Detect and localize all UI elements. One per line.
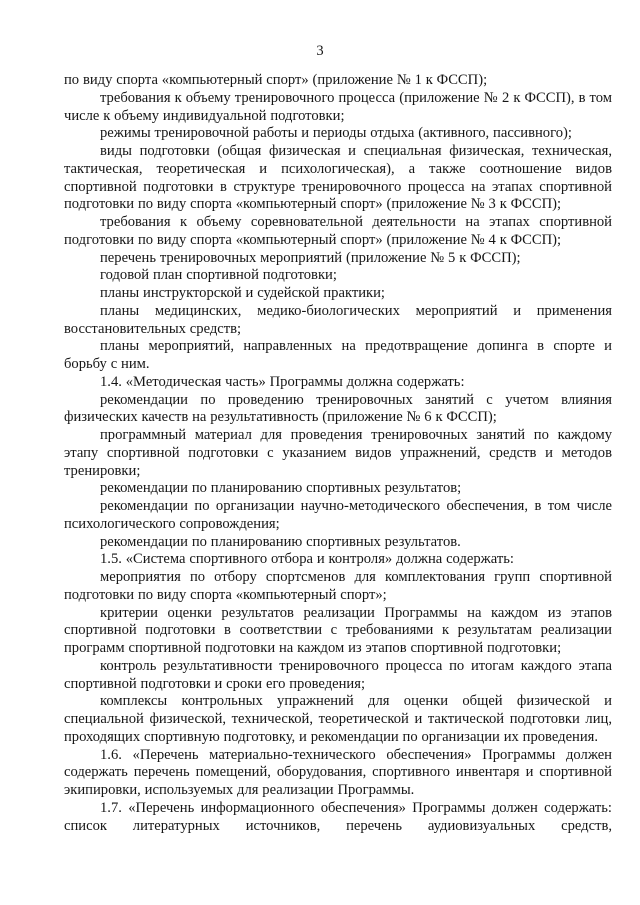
paragraph: мероприятия по отбору спортсменов для комплектования групп спортивной подготовки по виду спорта «компьютерный спорт»; xyxy=(64,569,612,603)
page-number: 3 xyxy=(316,43,324,59)
paragraph: требования к объему соревновательной деятельности на этапах спортивной подготовки по виду спорта «компьютерный спорт» (приложение № 4 к ФССП); xyxy=(64,214,612,248)
paragraph: комплексы контрольных упражнений для оценки общей физической и специальной физической, технической, теоретической и тактической подготовки лиц, проходящих спортивную подготовку, и рекомендации по организации их проведения. xyxy=(64,693,612,745)
paragraph: 1.4. «Методическая часть» Программы должна содержать: xyxy=(100,373,465,390)
paragraph: рекомендации по организации научно-методического обеспечения, в том числе психологического сопровождения; xyxy=(64,498,612,532)
paragraph: планы инструкторской и судейской практики; xyxy=(100,285,385,301)
paragraph: 1.5. «Система спортивного отбора и контроля» должна содержать: xyxy=(100,551,514,568)
document-body xyxy=(64,72,612,835)
paragraph: перечень тренировочных мероприятий (приложение № 5 к ФССП); xyxy=(100,249,521,266)
paragraph: контроль результативности тренировочного процесса по итогам каждого этапа спортивной подготовки и сроки его проведения; xyxy=(64,657,612,692)
paragraph: рекомендации по планированию спортивных результатов; xyxy=(100,480,462,497)
paragraph: требования к объему тренировочного процесса (приложение № 2 к ФССП), в том числе к объему индивидуальной подготовки; xyxy=(64,89,612,124)
paragraph: виды подготовки (общая физическая и специальная физическая, техническая, тактическая, теоретическая и психологическая), а также соотношение видов спортивной подготовки в структуре тренировочного процесса на этапах спортивной подготовки по виду спорта «компьютерный спорт» (приложение № 3 к ФССП); xyxy=(64,143,612,213)
paragraph: годовой план спортивной подготовки; xyxy=(100,267,337,284)
paragraph: критерии оценки результатов реализации Программы на каждом из этапов спортивной подготовки в соответствии с требованиями к результатам реализации программ спортивной подготовки на каждом из этапов спортивной подготовки; xyxy=(64,604,612,656)
paragraph: рекомендации по проведению тренировочных занятий с учетом влияния физических качеств на результативность (приложение № 6 к ФССП); xyxy=(64,391,612,426)
paragraph: программный материал для проведения тренировочных занятий по каждому этапу спортивной подготовки с указанием видов упражнений, средств и методов тренировки; xyxy=(64,427,612,479)
paragraph: планы медицинских, медико-биологических мероприятий и применения восстановительных средств; xyxy=(64,302,612,337)
paragraph: режимы тренировочной работы и периоды отдыха (активного, пассивного); xyxy=(100,125,572,142)
paragraph: планы мероприятий, направленных на предотвращение допинга в спорте и борьбу с ним. xyxy=(64,338,612,372)
paragraph: 1.6. «Перечень материально-технического обеспечения» Программы должен содержать перечень помещений, оборудования, спортивного инвентаря и спортивной экипировки, используемых для реализации Программы. xyxy=(64,746,612,798)
paragraph: рекомендации по планированию спортивных результатов. xyxy=(100,533,461,550)
paragraph: 1.7. «Перечень информационного обеспечения» Программы должен содержать: список литературных источников, перечень аудиовизуальных средств, xyxy=(64,799,612,834)
paragraph: по виду спорта «компьютерный спорт» (приложение № 1 к ФССП); xyxy=(64,72,488,88)
